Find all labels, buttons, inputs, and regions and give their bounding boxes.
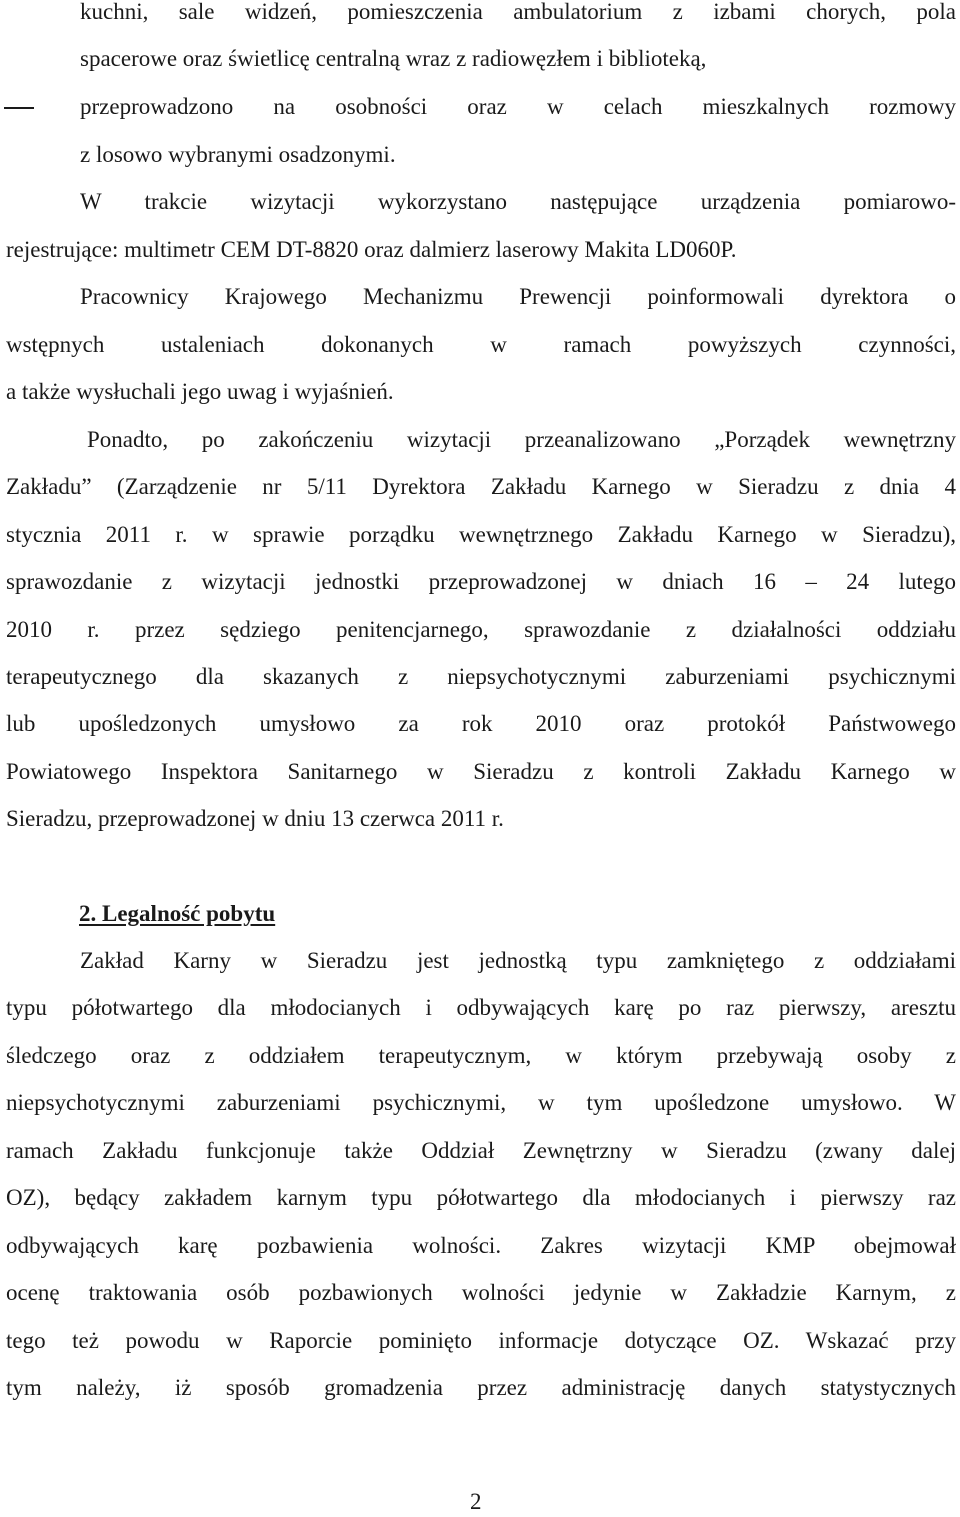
text-line: Zakład Karny w Sieradzu jest jednostką typu zamkniętego z oddziałami [80,948,956,973]
text-line: Powiatowego Inspektora Sanitarnego w Sieradzu z kontroli Zakładu Karnego w [6,759,956,784]
text-line: Ponadto, po zakończeniu wizytacji przeanalizowano „Porządek wewnętrzny [87,427,956,452]
text-line: niepsychotycznymi zaburzeniami psychicznymi, w tym upośledzone umysłowo. W [6,1090,956,1115]
text-line: terapeutycznego dla skazanych z niepsychotycznymi zaburzeniami psychicznymi [6,664,956,689]
text-line: sprawozdanie z wizytacji jednostki przeprowadzonej w dniach 16 – 24 lutego [6,569,956,594]
text-line: tym należy, iż sposób gromadzenia przez administrację danych statystycznych [6,1375,956,1400]
text-line: Sieradzu, przeprowadzonej w dniu 13 czerwca 2011 r. [6,806,504,831]
text-line: kuchni, sale widzeń, pomieszczenia ambulatorium z izbami chorych, pola [80,0,956,24]
text-line: rejestrujące: multimetr CEM DT-8820 oraz dalmierz laserowy Makita LD060P. [6,237,737,262]
text-line: ocenę traktowania osób pozbawionych wolności jedynie w Zakładzie Karnym, z [6,1280,956,1305]
text-line: śledczego oraz z oddziałem terapeutycznym, w którym przebywają osoby z [6,1043,956,1068]
text-line: ramach Zakładu funkcjonuje także Oddział Zewnętrzny w Sieradzu (zwany dalej [6,1138,956,1163]
text-line: przeprowadzono na osobności oraz w celach mieszkalnych rozmowy [80,94,956,119]
text-line: odbywających karę pozbawienia wolności. Zakres wizytacji KMP obejmował [6,1233,956,1258]
text-line: spacerowe oraz świetlicę centralną wraz z radiowęzłem i biblioteką, [80,46,707,71]
text-line: wstępnych ustaleniach dokonanych w ramach powyższych czynności, [6,332,956,357]
text-line: W trakcie wizytacji wykorzystano następujące urządzenia pomiarowo- [80,189,956,214]
text-line: Pracownicy Krajowego Mechanizmu Prewencji poinformowali dyrektora o [80,284,956,309]
text-line: OZ), będący zakładem karnym typu półotwartego dla młodocianych i pierwszy raz [6,1185,956,1210]
list-dash [4,107,34,109]
text-line: lub upośledzonych umysłowo za rok 2010 oraz protokół Państwowego [6,711,956,736]
text-line: typu półotwartego dla młodocianych i odbywających karę po raz pierwszy, aresztu [6,995,956,1020]
section-heading: 2. Legalność pobytu [79,901,276,926]
text-line: Zakładu” (Zarządzenie nr 5/11 Dyrektora Zakładu Karnego w Sieradzu z dnia 4 [6,474,956,499]
text-line: stycznia 2011 r. w sprawie porządku wewnętrznego Zakładu Karnego w Sieradzu), [6,522,956,547]
text-line: 2010 r. przez sędziego penitencjarnego, sprawozdanie z działalności oddziału [6,617,956,642]
text-line: a także wysłuchali jego uwag i wyjaśnień. [6,379,394,404]
text-line: z losowo wybranymi osadzonymi. [80,142,396,167]
text-line: tego też powodu w Raporcie pominięto informacje dotyczące OZ. Wskazać przy [6,1328,956,1353]
page-number: 2 [470,1489,482,1514]
